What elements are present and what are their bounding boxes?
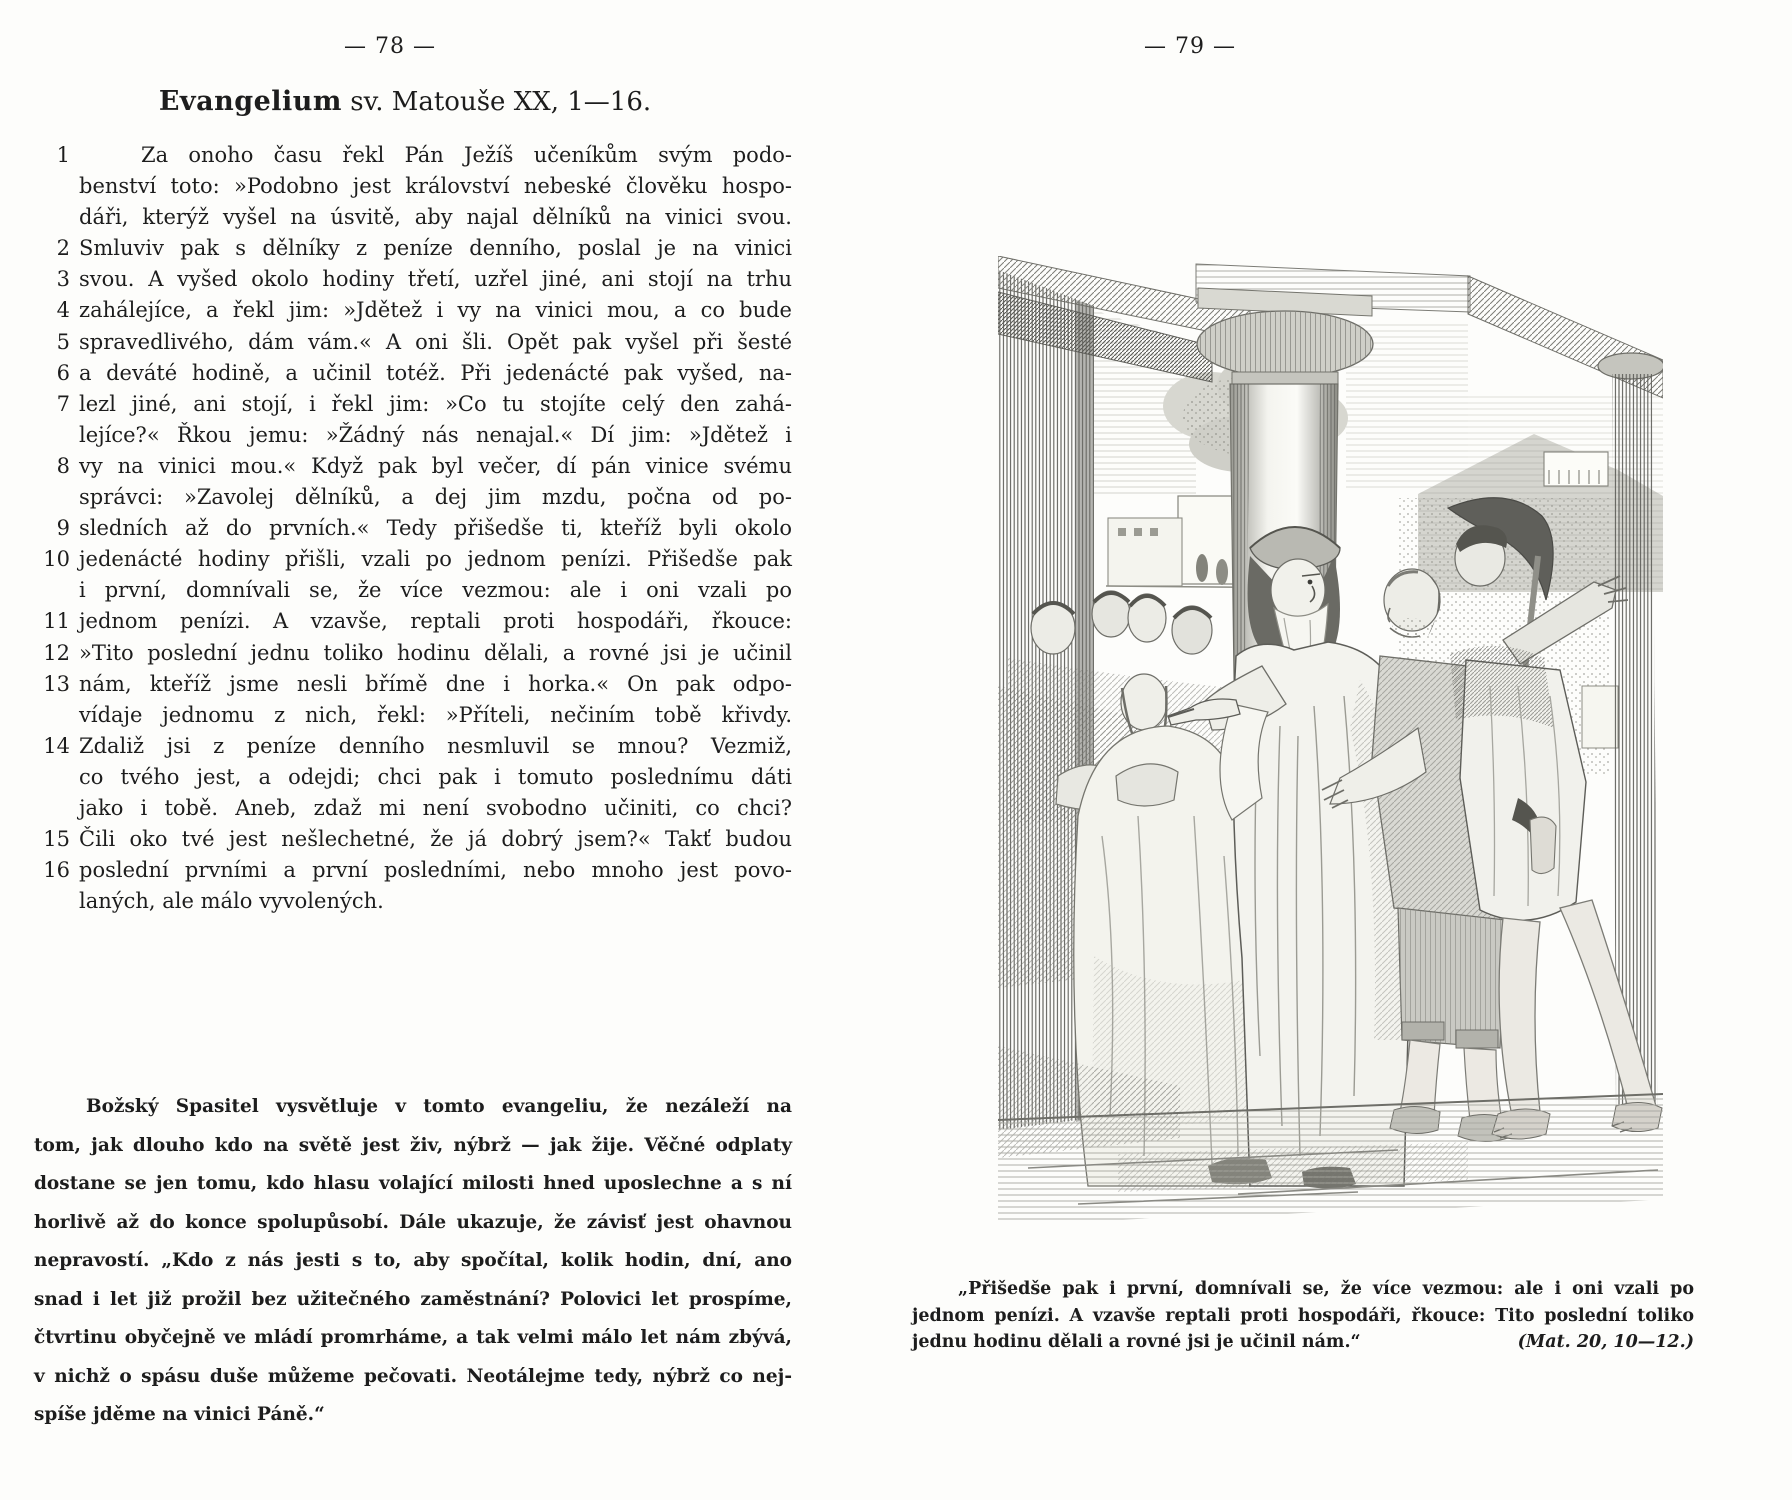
- verse-text: dáři, kterýž vyšel na úsvitě, aby najal dělníků na vinici svou.: [79, 205, 792, 230]
- verse-line: [34, 202, 792, 233]
- page-number-left: — 78 —: [344, 34, 436, 59]
- verse-number: [34, 575, 79, 606]
- verse-line: [34, 140, 792, 171]
- commentary-line: čtvrtinu obyčejně ve mládí promrháme, a tak velmi málo let nám zbývá,: [34, 1327, 792, 1348]
- commentary-line: Božský Spasitel vysvětluje v tomto evangeliu, že nezáleží na: [86, 1096, 792, 1117]
- verse-text: vy na vinici mou.« Když pak byl večer, dí pán vinice svému: [79, 453, 792, 478]
- verse-text: Za onoho času řekl Pán Ježíš učeníkům svým podo-: [141, 143, 792, 167]
- caption-source: [1694, 1279, 1708, 1299]
- verse-line: [34, 482, 792, 513]
- verse-number: [34, 420, 79, 451]
- verse-number: [34, 482, 79, 513]
- vineyard-parable-engraving: [998, 256, 1663, 1226]
- verse-number: [34, 762, 79, 793]
- verse-text: jednom penízi. A vzavše, reptali proti hospodáři, řkouce:: [79, 609, 792, 634]
- caption-text: jednu hodinu dělali a rovné jsi je učinil nám.“: [912, 1332, 1361, 1353]
- verse-line: [34, 793, 792, 824]
- verse-text: jako i tobě. Aneb, zdaž mi není svobodno učiniti, co chci?: [79, 795, 792, 820]
- commentary-line: dostane se jen tomu, kdo hlasu volající milosti hned uposlechne a s ní: [34, 1173, 792, 1194]
- verse-line: [34, 513, 792, 544]
- verse-text: Smluviv pak s dělníky z peníze denního, poslal je na vinici: [79, 236, 792, 261]
- verse-line: [34, 824, 792, 855]
- verse-line: [34, 544, 792, 575]
- verse-number: [34, 700, 79, 731]
- pericope-title: [60, 86, 750, 117]
- verse-text: Čili oko tvé jest nešlechetné, že já dobrý jsem?« Takť budou: [79, 827, 792, 852]
- verse-line: [34, 669, 792, 700]
- verse-line: [34, 327, 792, 358]
- verse-number: [34, 171, 79, 202]
- verse-line: [34, 420, 792, 451]
- verse-text: Zdaliž jsi z peníze denního nesmluvil se mnou? Vezmiž,: [79, 733, 792, 758]
- verse-number: 11: [43, 609, 70, 634]
- pericope-title-bold: Evangelium: [158, 86, 342, 117]
- caption-source: [1694, 1306, 1708, 1326]
- caption-line: [912, 1329, 1708, 1356]
- verse-text: laných, ale málo vyvolených.: [79, 889, 384, 914]
- verse-text: nám, kteříž jsme nesli břímě dne i horka.« On pak odpo-: [79, 671, 792, 696]
- gospel-verse-block: [34, 140, 792, 917]
- verse-line: [34, 638, 792, 669]
- pericope-title-rest: sv. Matouše XX, 1—16.: [342, 87, 652, 117]
- commentary-line: snad i let již prožil bez užitečného zaměstnání? Polovici let prospíme,: [34, 1288, 792, 1310]
- illustration-caption: [912, 1276, 1708, 1356]
- verse-number: 12: [43, 640, 70, 665]
- verse-line: [34, 855, 792, 886]
- verse-number: 4: [56, 298, 70, 323]
- verse-text: svou. A vyšed okolo hodiny třetí, uzřel jiné, ani stojí na trhu: [79, 267, 792, 292]
- verse-line: [34, 389, 792, 420]
- verse-line: [34, 700, 792, 731]
- verse-text: lezl jiné, ani stojí, i řekl jim: »Co tu stojíte celý den zahá-: [79, 391, 792, 416]
- verse-text: i první, domnívali se, že více vezmou: ale i oni vzali po: [79, 578, 792, 603]
- verse-text: poslední prvními a první posledními, nebo mnoho jest povo-: [79, 858, 792, 883]
- verse-text: správci: »Zavolej dělníků, a dej jim mzdu, počna od po-: [79, 485, 792, 510]
- caption-text: jednom penízi. A vzavše reptali proti hospodáři, řkouce: Tito poslední toliko: [912, 1305, 1694, 1326]
- commentary-line: nepravostí. „Kdo z nás jesti s to, aby spočítal, kolik hodin, dní, ano: [34, 1250, 792, 1271]
- commentary-line: tom, jak dlouho kdo na světě jest živ, nýbrž — jak žije. Věčné odplaty: [34, 1134, 792, 1156]
- verse-text: a deváté hodině, a učinil totéž. Při jedenácté pak vyšed, na-: [79, 360, 792, 385]
- verse-line: [34, 264, 792, 295]
- verse-text: co tvého jest, a odejdi; chci pak i tomuto poslednímu dáti: [79, 764, 792, 789]
- verse-line: [34, 731, 792, 762]
- verse-number: 8: [56, 453, 70, 478]
- verse-number: 1: [56, 143, 70, 167]
- verse-text: lejíce?« Řkou jemu: »Žádný nás nenajal.« Dí jim: »Jdětež i: [79, 422, 792, 447]
- verse-line: [34, 358, 792, 389]
- verse-number: 13: [43, 671, 70, 696]
- verse-number: 5: [56, 329, 70, 354]
- verse-number: [34, 886, 79, 917]
- verse-text: sledních až do prvních.« Tedy přišedše ti, kteříž byli okolo: [79, 516, 792, 541]
- caption-text: „Přišedše pak i první, domnívali se, že více vezmou: ale i oni vzali po: [958, 1279, 1694, 1299]
- verse-text: »Tito poslední jednu toliko hodinu dělali, a rovné jsi je učinil: [79, 640, 792, 665]
- page-number-right: — 79 —: [1144, 34, 1236, 59]
- commentary-line: horlivě až do konce spolupůsobí. Dále ukazuje, že závisť jest ohavnou: [34, 1211, 792, 1233]
- verse-number: 16: [43, 858, 70, 883]
- verse-number: [34, 793, 79, 824]
- verse-text: benství toto: »Podobno jest království nebeské člověku hospo-: [79, 174, 792, 199]
- commentary-line: spíše jděme na vinici Páně.“: [34, 1404, 325, 1425]
- verse-text: jedenácté hodiny přišli, vzali po jednom penízi. Přišedše pak: [79, 547, 792, 572]
- verse-line: [34, 606, 792, 637]
- verse-text: zahálejíce, a řekl jim: »Jdětež i vy na vinici mou, a co bude: [79, 298, 792, 323]
- verse-line: [34, 171, 792, 202]
- verse-number: 2: [56, 236, 70, 261]
- verse-number: 7: [56, 391, 70, 416]
- commentary-block: [34, 1088, 792, 1435]
- verse-text: spravedlivého, dám vám.« A oni šli. Opět pak vyšel při šesté: [79, 329, 792, 354]
- verse-number: 9: [56, 516, 70, 541]
- verse-line: [34, 575, 792, 606]
- verse-line: [34, 886, 792, 917]
- verse-line: [34, 233, 792, 264]
- caption-source: (Mat. 20, 10—12.): [1517, 1332, 1694, 1353]
- verse-text: vídaje jednomu z nich, řekl: »Příteli, nečiním tobě křivdy.: [79, 702, 792, 727]
- commentary-line: v nichž o spásu duše můžeme pečovati. Neotálejme tedy, nýbrž co nej-: [34, 1365, 792, 1387]
- verse-number: 14: [43, 733, 70, 758]
- verse-number: 6: [56, 360, 70, 385]
- verse-line: [34, 451, 792, 482]
- verse-number: 10: [43, 547, 70, 572]
- verse-line: [34, 295, 792, 326]
- caption-line: [912, 1276, 1708, 1303]
- verse-line: [34, 762, 792, 793]
- verse-number: [34, 202, 79, 233]
- verse-number: 15: [43, 827, 70, 852]
- verse-number: 3: [56, 267, 70, 292]
- caption-line: [912, 1303, 1708, 1330]
